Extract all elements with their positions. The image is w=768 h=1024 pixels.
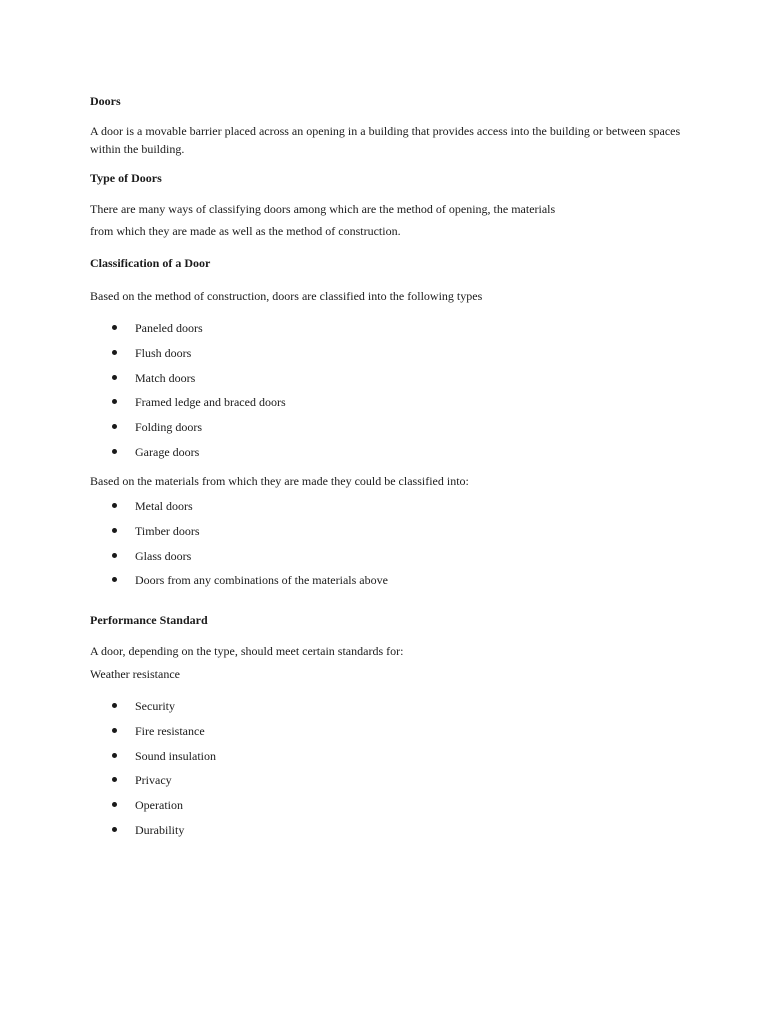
paragraph-types-line-2: from which they are made as well as the method of construction.: [90, 224, 401, 238]
heading-performance-standard: Performance Standard: [90, 613, 208, 627]
heading-doors: Doors: [90, 94, 121, 108]
bullet-icon: [112, 325, 117, 330]
bullet-icon: [112, 503, 117, 508]
paragraph-weather-resistance: Weather resistance: [90, 667, 180, 681]
heading-type-of-doors: Type of Doors: [90, 171, 162, 185]
bullet-icon: [112, 424, 117, 429]
bullet-icon: [112, 375, 117, 380]
paragraph-door-definition: A door is a movable barrier placed across an opening in a building that provides access into the building or between spaces within the building.: [90, 124, 681, 156]
bullet-icon: [112, 777, 117, 782]
document-page: Doors A door is a movable barrier placed across an opening in a building that provides access into the building or between spaces within the building. Type of Doors There are many ways of classifying doors among which are the method of opening, the materials from which they are made as well as the method of construction. Classification of a Door Based on the method of construction, doors are classified into the following types Paneled doors Flush doors Match doors Framed ledge and braced doors Folding doors Garage doors Based on the materials from which they are made they could be classified into: Metal doors Timber doors Glass doors Doors from any combinations of the materials above Performance Standard A door, depending on the type, should meet certain standards for: Weather resistance Security Fire resistance Sound insulation Privacy Operation Durability: [0, 0, 768, 1024]
heading-classification: Classification of a Door: [90, 256, 211, 270]
bullet-icon: [112, 528, 117, 533]
paragraph-materials-intro: Based on the materials from which they are made they could be classified into:: [90, 474, 469, 488]
bullet-icon: [112, 827, 117, 832]
bullet-icon: [112, 399, 117, 404]
bullet-icon: [112, 728, 117, 733]
bullet-icon: [112, 802, 117, 807]
bullet-icon: [112, 577, 117, 582]
paragraph-construction-intro: Based on the method of construction, doors are classified into the following types: [90, 289, 483, 303]
paragraph-performance-intro: A door, depending on the type, should meet certain standards for:: [90, 644, 404, 658]
bullet-icon: [112, 350, 117, 355]
bullet-icon: [112, 553, 117, 558]
bullet-icon: [112, 703, 117, 708]
bullet-icon: [112, 449, 117, 454]
paragraph-types-line-1: There are many ways of classifying doors among which are the method of opening, the materials: [90, 202, 556, 216]
bullet-icon: [112, 753, 117, 758]
